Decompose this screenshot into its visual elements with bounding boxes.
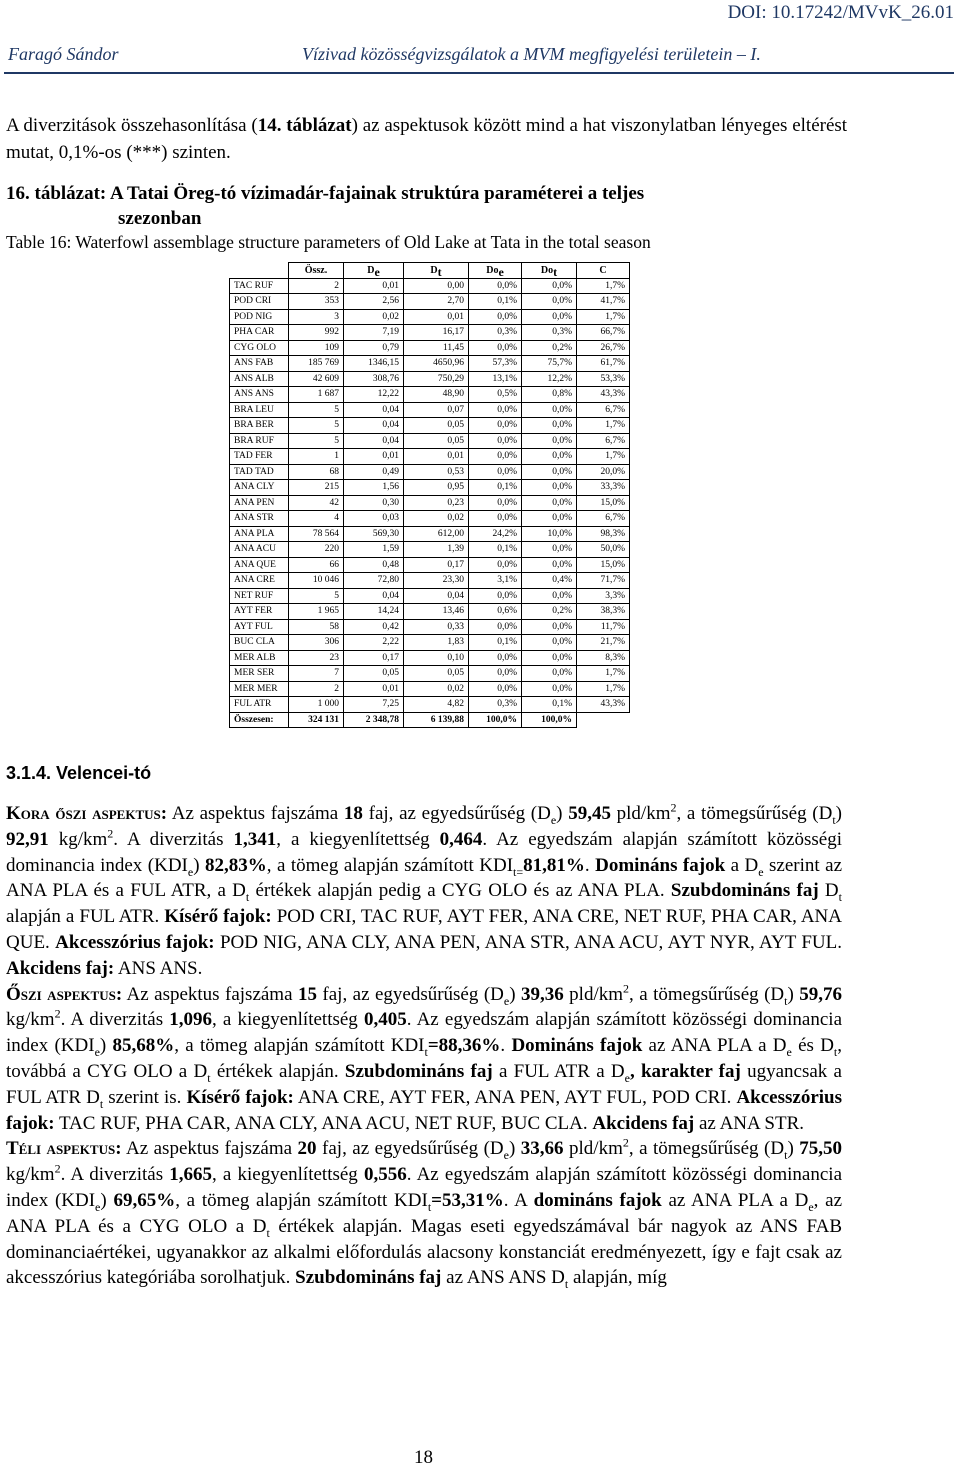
table-caption-en: Table 16: Waterfowl assemblage structure parameters of Old Lake at Tata in the total season xyxy=(6,232,651,252)
table-cell: 750,29 xyxy=(404,371,469,387)
table-cell: 5 xyxy=(289,402,344,418)
table-cell: 0,0% xyxy=(522,433,577,449)
table-row xyxy=(230,666,630,682)
table-cell: 20,0% xyxy=(577,464,630,480)
table-cell: 12,22 xyxy=(344,387,404,403)
table-row xyxy=(230,573,630,589)
table-cell: 0,01 xyxy=(344,681,404,697)
table-total-row: Összesen: 324 131 2 348,78 6 139,88 100,0% 100,0% xyxy=(230,712,630,728)
table-row xyxy=(230,294,630,310)
table-cell: 1346,15 xyxy=(344,356,404,372)
col-doe: $Do_e$ xyxy=(469,263,522,279)
table-cell: 992 xyxy=(289,325,344,341)
intro-paragraph: A diverzitások összehasonlítása (14. táblázat) az aspektusok között mind a hat viszonylatban lényeges eltérést mutat, 0,1%-os (***) szinten. xyxy=(6,115,848,163)
table-row xyxy=(230,356,630,372)
table-cell: 1 000 xyxy=(289,697,344,713)
table-cell: 1,56 xyxy=(344,480,404,496)
table-cell: 0,02 xyxy=(404,511,469,527)
table-cell: 5 xyxy=(289,433,344,449)
header-author: Faragó Sándor xyxy=(8,44,119,64)
table-cell: 0,0% xyxy=(469,449,522,465)
table-cell: 2,56 xyxy=(344,294,404,310)
table-row xyxy=(230,418,630,434)
table-cell: 66,7% xyxy=(577,325,630,341)
table-row xyxy=(230,604,630,620)
table-cell: 0,2% xyxy=(522,340,577,356)
species-code: TAD TAD xyxy=(230,464,289,480)
table-cell: 0,0% xyxy=(469,402,522,418)
species-code: POD CRI xyxy=(230,294,289,310)
table-cell: 353 xyxy=(289,294,344,310)
table-row xyxy=(230,371,630,387)
table-cell: 3,1% xyxy=(469,573,522,589)
table-cell: 0,01 xyxy=(404,449,469,465)
table-cell: 6,7% xyxy=(577,511,630,527)
species-code: BUC CLA xyxy=(230,635,289,651)
table-row xyxy=(230,309,630,325)
table-cell: 0,0% xyxy=(522,278,577,294)
table-cell: 71,7% xyxy=(577,573,630,589)
table-cell: 0,03 xyxy=(344,511,404,527)
table-cell: 0,0% xyxy=(522,588,577,604)
table-cell: 0,0% xyxy=(522,619,577,635)
table-cell: 5 xyxy=(289,588,344,604)
table-cell: 41,7% xyxy=(577,294,630,310)
table-cell: 0,10 xyxy=(404,650,469,666)
table-cell: 0,0% xyxy=(522,402,577,418)
table-cell: 569,30 xyxy=(344,526,404,542)
structure-table xyxy=(229,262,630,728)
table-row xyxy=(230,495,630,511)
table-cell: 0,95 xyxy=(404,480,469,496)
table-row xyxy=(230,650,630,666)
table-cell: 0,0% xyxy=(522,511,577,527)
table-row xyxy=(230,635,630,651)
col-c: C xyxy=(577,263,630,279)
table-row xyxy=(230,526,630,542)
table-cell: 0,3% xyxy=(469,325,522,341)
species-code: BRA LEU xyxy=(230,402,289,418)
table-cell: 0,23 xyxy=(404,495,469,511)
table-cell: 0,0% xyxy=(522,635,577,651)
species-code: ANA PLA xyxy=(230,526,289,542)
table-cell: 0,05 xyxy=(344,666,404,682)
table-cell: 1 687 xyxy=(289,387,344,403)
table-cell: 13,46 xyxy=(404,604,469,620)
species-code: ANS ANS xyxy=(230,387,289,403)
table-cell: 185 769 xyxy=(289,356,344,372)
table-cell: 0,1% xyxy=(469,480,522,496)
table-cell: 0,04 xyxy=(344,402,404,418)
table-header-row xyxy=(230,263,630,279)
table-cell: 3 xyxy=(289,309,344,325)
table-cell: 0,0% xyxy=(469,278,522,294)
section-heading: 3.1.4. Velencei-tó xyxy=(6,763,152,783)
table-cell: 0,8% xyxy=(522,387,577,403)
table-cell: 0,1% xyxy=(469,635,522,651)
table-cell: 61,7% xyxy=(577,356,630,372)
table-cell: 53,3% xyxy=(577,371,630,387)
table-cell: 16,17 xyxy=(404,325,469,341)
table-row xyxy=(230,325,630,341)
table-cell: 0,0% xyxy=(469,619,522,635)
running-header xyxy=(8,44,944,68)
table-cell: 42 xyxy=(289,495,344,511)
table-cell: 0,79 xyxy=(344,340,404,356)
table-row xyxy=(230,542,630,558)
table-cell: 0,0% xyxy=(522,464,577,480)
table-cell: 15,0% xyxy=(577,557,630,573)
table-cell: 1 965 xyxy=(289,604,344,620)
table-cell: 0,1% xyxy=(522,697,577,713)
table-cell: 23 xyxy=(289,650,344,666)
table-cell: 7 xyxy=(289,666,344,682)
table-cell: 0,02 xyxy=(344,309,404,325)
table-caption-hu: 16. táblázat: A Tatai Öreg-tó vízimadár-fajainak struktúra paraméterei a teljes szezonban xyxy=(6,183,645,229)
table-cell: 24,2% xyxy=(469,526,522,542)
table-cell: 1,7% xyxy=(577,681,630,697)
table-cell: 612,00 xyxy=(404,526,469,542)
doi: DOI: 10.17242/MVvK_26.01 xyxy=(727,2,954,23)
table-cell: 0,0% xyxy=(522,309,577,325)
table-cell: 23,30 xyxy=(404,573,469,589)
species-code: POD NIG xyxy=(230,309,289,325)
table-cell: 0,01 xyxy=(404,309,469,325)
table-cell: 0,02 xyxy=(404,681,469,697)
table-cell: 13,1% xyxy=(469,371,522,387)
table-row xyxy=(230,402,630,418)
table-cell: 1 xyxy=(289,449,344,465)
table-cell: 15,0% xyxy=(577,495,630,511)
table-cell: 1,7% xyxy=(577,666,630,682)
table-cell: 0,4% xyxy=(522,573,577,589)
table-cell: 0,3% xyxy=(522,325,577,341)
table-cell: 0,0% xyxy=(522,681,577,697)
table-cell: 1,7% xyxy=(577,309,630,325)
table-row xyxy=(230,480,630,496)
species-code: AYT FUL xyxy=(230,619,289,635)
col-dt: $D_t$ xyxy=(404,263,469,279)
table-cell: 0,0% xyxy=(522,666,577,682)
col-dot: $Do_t$ xyxy=(522,263,577,279)
table-cell: 43,3% xyxy=(577,387,630,403)
table-cell: 0,17 xyxy=(344,650,404,666)
table-row xyxy=(230,619,630,635)
table-cell: 0,53 xyxy=(404,464,469,480)
table-cell: 26,7% xyxy=(577,340,630,356)
page-number: 18 xyxy=(414,1447,433,1468)
species-code: FUL ATR xyxy=(230,697,289,713)
table-row xyxy=(230,697,630,713)
species-code: ANA ACU xyxy=(230,542,289,558)
table-cell: 21,7% xyxy=(577,635,630,651)
species-code: BRA BER xyxy=(230,418,289,434)
table-cell: 0,1% xyxy=(469,542,522,558)
table-cell: 1,7% xyxy=(577,449,630,465)
species-code: TAD FER xyxy=(230,449,289,465)
table-cell: 1,83 xyxy=(404,635,469,651)
table-cell: 2,22 xyxy=(344,635,404,651)
species-code: ANA PEN xyxy=(230,495,289,511)
species-code: MER ALB xyxy=(230,650,289,666)
species-code: ANA CLY xyxy=(230,480,289,496)
species-code: MER MER xyxy=(230,681,289,697)
table-cell: 11,45 xyxy=(404,340,469,356)
table-cell: 308,76 xyxy=(344,371,404,387)
table-cell: 0,01 xyxy=(344,449,404,465)
table-cell: 0,0% xyxy=(469,650,522,666)
table-cell: 220 xyxy=(289,542,344,558)
table-cell: 0,0% xyxy=(522,418,577,434)
table-cell: 0,49 xyxy=(344,464,404,480)
table-cell: 0,30 xyxy=(344,495,404,511)
table-cell: 0,33 xyxy=(404,619,469,635)
table-cell: 0,0% xyxy=(469,666,522,682)
table-cell: 0,0% xyxy=(469,495,522,511)
col-de: $D_e$ xyxy=(344,263,404,279)
table-cell: 4,82 xyxy=(404,697,469,713)
table-cell: 38,3% xyxy=(577,604,630,620)
table-cell: 33,3% xyxy=(577,480,630,496)
table-cell: 42 609 xyxy=(289,371,344,387)
table-cell: 0,0% xyxy=(522,650,577,666)
table-cell: 72,80 xyxy=(344,573,404,589)
table-cell: 4 xyxy=(289,511,344,527)
table-row xyxy=(230,681,630,697)
table-cell: 10,0% xyxy=(522,526,577,542)
table-cell: 48,90 xyxy=(404,387,469,403)
table-cell: 0,0% xyxy=(522,294,577,310)
table-cell: 12,2% xyxy=(522,371,577,387)
table-cell: 0,05 xyxy=(404,666,469,682)
table-row xyxy=(230,387,630,403)
header-rule xyxy=(4,72,954,74)
species-code: BRA RUF xyxy=(230,433,289,449)
table-cell: 0,04 xyxy=(344,418,404,434)
table-cell: 1,7% xyxy=(577,418,630,434)
table-cell: 0,0% xyxy=(469,340,522,356)
table-cell: 43,3% xyxy=(577,697,630,713)
table-cell: 0,05 xyxy=(404,418,469,434)
table-cell: 0,48 xyxy=(344,557,404,573)
table-cell: 75,7% xyxy=(522,356,577,372)
table-row xyxy=(230,464,630,480)
species-code: ANS ALB xyxy=(230,371,289,387)
table-cell: 10 046 xyxy=(289,573,344,589)
table-cell: 306 xyxy=(289,635,344,651)
table-cell: 0,00 xyxy=(404,278,469,294)
table-cell: 0,2% xyxy=(522,604,577,620)
species-code: ANA CRE xyxy=(230,573,289,589)
table-cell: 0,0% xyxy=(469,681,522,697)
table-cell: 0,0% xyxy=(469,418,522,434)
species-code: NET RUF xyxy=(230,588,289,604)
col-ossz: Össz. xyxy=(289,263,344,279)
table-cell: 0,0% xyxy=(522,542,577,558)
species-code: ANA STR xyxy=(230,511,289,527)
table-cell: 0,0% xyxy=(522,495,577,511)
table-row xyxy=(230,433,630,449)
table-cell: 109 xyxy=(289,340,344,356)
table-cell: 0,0% xyxy=(469,433,522,449)
table-row xyxy=(230,449,630,465)
species-code: CYG OLO xyxy=(230,340,289,356)
body-text: Kora őszi aspektus: Az aspektus fajszáma 18 faj, az egyedsűrűség $(D_e)$ 59,45 pld/$km^2$, a tömegsűrűség $(D_t)$ 92,91 $kg/km^2$. A diverzitás 1,341, a kiegyenlítettség 0,464. Az egyedszám alapján számított közösségi dominancia index $(KDI_e)$ 82,83%, a tömeg alapján számított $KDI_{t=}81,81\%$. Domináns fajok a $D_e$ szerint az ANA PLA és a FUL ATR, a $D_t$ értékek alapján pedig a CYG OLO és az ANA PLA. Szubdomináns faj $D_t$ alapján a FUL ATR. Kísérő fajok: POD CRI, TAC RUF, AYT FER, ANA CRE, NET RUF, PHA CAR, ANA QUE. Akcesszórius fajok: POD NIG, ANA CLY, ANA PEN, ANA STR, ANA ACU, AYT NYR, AYT FUL. Akcidens faj: ANS ANS. Őszi aspektus: Az aspektus fajszáma 15 faj, az egyedsűrűség $(D_e)$ 39,36 pld/$km^2$, a tömegsűrűség $(D_t)$ 59,76 $kg/km^2$. A diverzitás 1,096, a kiegyenlítettség 0,405. Az egyedszám alapján számított közösségi dominancia index $(KDI_e)$ 85,68%, a tömeg alapján számított $KDI_t=88,36\%$. Domináns fajok az ANA PLA a $D_e$ és $D_t$, továbbá a CYG OLO a $D_t$ értékek alapján. Szubdomináns faj a FUL ATR a $D_e$, karakter faj ugyancsak a FUL ATR $D_t$ szerint is. Kísérő fajok: ANA CRE, AYT FER, ANA PEN, AYT FUL, POD CRI. Akcesszórius fajok: TAC RUF, PHA CAR, ANA CLY, ANA ACU, NET RUF, BUC CLA. Akcidens faj az ANA STR. Téli aspektus: Az aspektus fajszáma 20 faj, az egyedsűrűség $(D_e)$ 33,66 pld/$km^2$, a tömegsűrűség $(D_t)$ 75,50 $kg/km^2$. A diverzitás 1,665, a kiegyenlítettség 0,556. Az egyedszám alapján számított közösségi dominancia index $(KDI_e)$ 69,65%, a tömeg alapján számított $KDI_t=53,31\%$. A domináns fajok az ANA PLA a $D_e$, az ANA PLA és a CYG OLO a $D_t$ értékek alapján. Magas eseti egyedszámával bár nagyok az ANS FAB dominanciaértékei, ugyanakkor az alkalmi előfordulás alacsony konstanciát eredményezett, így e fajt csak az akcesszórius kategóriába sorolhatjuk. Szubdomináns faj az ANS ANS $D_t$ alapján, míg xyxy=(6,800,843,1292)
table-cell: 11,7% xyxy=(577,619,630,635)
table-cell: 0,0% xyxy=(469,511,522,527)
species-code: TAC RUF xyxy=(230,278,289,294)
table-cell: 0,0% xyxy=(469,464,522,480)
table-cell: 5 xyxy=(289,418,344,434)
table-row xyxy=(230,511,630,527)
table-cell: 0,17 xyxy=(404,557,469,573)
table-cell: 0,04 xyxy=(344,433,404,449)
table-cell: 215 xyxy=(289,480,344,496)
table-cell: 14,24 xyxy=(344,604,404,620)
table-cell: 0,0% xyxy=(469,557,522,573)
table-cell: 68 xyxy=(289,464,344,480)
table-cell: 0,05 xyxy=(404,433,469,449)
table-cell: 6,7% xyxy=(577,433,630,449)
table-cell: 0,0% xyxy=(469,588,522,604)
table-cell: 57,3% xyxy=(469,356,522,372)
table-row xyxy=(230,278,630,294)
table-cell: 0,1% xyxy=(469,294,522,310)
table-cell: 0,42 xyxy=(344,619,404,635)
table-cell: 2 xyxy=(289,278,344,294)
table-cell: 1,39 xyxy=(404,542,469,558)
table-cell: 0,0% xyxy=(522,449,577,465)
table-row xyxy=(230,340,630,356)
species-code: MER SER xyxy=(230,666,289,682)
table-cell: 7,19 xyxy=(344,325,404,341)
table-cell: 0,01 xyxy=(344,278,404,294)
table-cell: 0,3% xyxy=(469,697,522,713)
table-cell: 0,04 xyxy=(404,588,469,604)
species-code: PHA CAR xyxy=(230,325,289,341)
species-code: ANS FAB xyxy=(230,356,289,372)
table-cell: 0,5% xyxy=(469,387,522,403)
table-cell: 66 xyxy=(289,557,344,573)
table-cell: 2 xyxy=(289,681,344,697)
table-cell: 6,7% xyxy=(577,402,630,418)
table-cell: 0,04 xyxy=(344,588,404,604)
table-row xyxy=(230,557,630,573)
table-cell: 2,70 xyxy=(404,294,469,310)
table-cell: 8,3% xyxy=(577,650,630,666)
table-cell: 1,59 xyxy=(344,542,404,558)
table-cell: 0,0% xyxy=(522,480,577,496)
header-title: Vízivad közösségvizsgálatok a MVM megfigyelési területein – I. xyxy=(302,44,761,64)
species-code: ANA QUE xyxy=(230,557,289,573)
species-code: AYT FER xyxy=(230,604,289,620)
table-row xyxy=(230,588,630,604)
table-cell: 98,3% xyxy=(577,526,630,542)
table-cell: 7,25 xyxy=(344,697,404,713)
table-cell: 0,07 xyxy=(404,402,469,418)
table-cell: 3,3% xyxy=(577,588,630,604)
table-cell: 0,0% xyxy=(469,309,522,325)
table-cell: 1,7% xyxy=(577,278,630,294)
table-cell: 0,6% xyxy=(469,604,522,620)
table-cell: 50,0% xyxy=(577,542,630,558)
table-cell: 58 xyxy=(289,619,344,635)
table-cell: 4650,96 xyxy=(404,356,469,372)
table-cell: 0,0% xyxy=(522,557,577,573)
table-cell: 78 564 xyxy=(289,526,344,542)
